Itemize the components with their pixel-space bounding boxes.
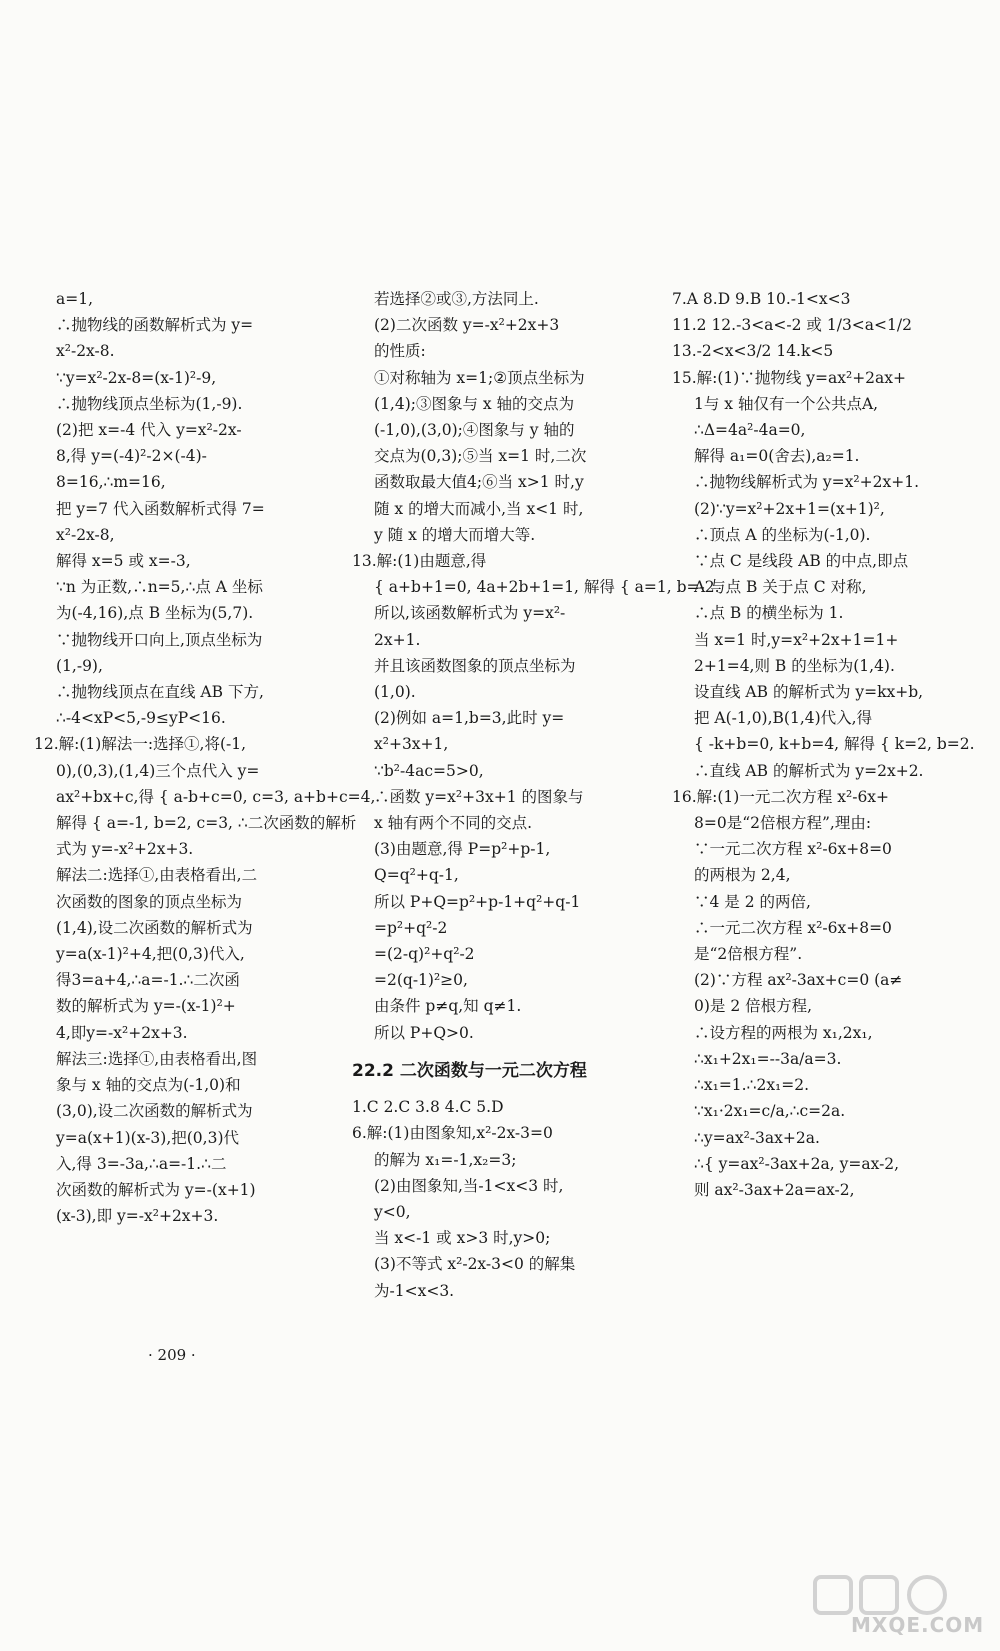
text-line: =(2-q)²+q²-2 <box>374 945 475 964</box>
text-line: ∴x₁+2x₁=--3a/a=3. <box>694 1049 842 1068</box>
text-line: ∵4 是 2 的两倍, <box>694 892 811 911</box>
text-line: x²+3x+1, <box>374 735 449 754</box>
text-line: 解得 { a=-1, b=2, c=3, ∴二次函数的解析 <box>56 814 357 833</box>
text-line: 是“2倍根方程”. <box>694 945 803 964</box>
text-line: 得3=a+4,∴a=-1.∴二次函 <box>56 971 240 990</box>
text-line: ax²+bx+c,得 { a-b+c=0, c=3, a+b+c=4, <box>56 787 376 806</box>
text-line: ∴直线 AB 的解析式为 y=2x+2. <box>694 761 924 780</box>
text-line: 象与 x 轴的交点为(-1,0)和 <box>56 1076 241 1095</box>
text-line: x²-2x-8, <box>56 525 115 544</box>
text-line: 0)是 2 倍根方程, <box>694 997 813 1016</box>
text-line: ∴点 B 的横坐标为 1. <box>694 604 844 623</box>
watermark <box>811 1573 985 1637</box>
text-line: 的两根为 2,4, <box>694 866 791 885</box>
text-line: ∴函数 y=x²+3x+1 的图象与 <box>374 787 584 806</box>
page-number: · 209 · <box>148 1346 196 1364</box>
text-line: 所以,该函数解析式为 y=x²- <box>374 604 566 623</box>
text-line: 的解为 x₁=-1,x₂=3; <box>374 1150 517 1169</box>
text-line: 8=16,∴m=16, <box>56 473 166 492</box>
text-line: 7.A 8.D 9.B 10.-1<x<3 <box>672 290 851 308</box>
text-line: ∴Δ=4a²-4a=0, <box>694 421 806 440</box>
text-line: ∴x₁=1.∴2x₁=2. <box>694 1076 810 1095</box>
text-line: 16.解:(1)一元二次方程 x²-6x+ <box>672 787 890 806</box>
text-line: 8=0是“2倍根方程”,理由: <box>694 814 872 833</box>
text-line: (3,0),设二次函数的解析式为 <box>56 1102 253 1121</box>
text-line: 为(-4,16),点 B 坐标为(5,7). <box>56 604 254 623</box>
text-line: =2(q-1)²≥0, <box>374 971 468 990</box>
text-line: (2)由图象知,当-1<x<3 时, <box>374 1176 564 1195</box>
text-line: 把 A(-1,0),B(1,4)代入,得 <box>694 709 873 728</box>
text-line: x 轴有两个不同的交点. <box>374 814 533 833</box>
text-line: (2)把 x=-4 代入 y=x²-2x- <box>56 421 242 440</box>
text-line: 函数取最大值4;⑥当 x>1 时,y <box>374 473 584 492</box>
text-line: 6.解:(1)由图象知,x²-2x-3=0 <box>352 1124 553 1143</box>
text-line: 2+1=4,则 B 的坐标为(1,4). <box>694 656 895 675</box>
text-line: 11.2 12.-3<a<-2 或 1/3<a<1/2 <box>672 316 912 335</box>
text-line: ∵y=x²-2x-8=(x-1)²-9, <box>56 368 217 387</box>
text-line: ∵n 为正数,∴n=5,∴点 A 坐标 <box>56 578 263 597</box>
text-line: ∴顶点 A 的坐标为(-1,0). <box>694 525 871 544</box>
text-line: ∵b²-4ac=5>0, <box>374 761 484 780</box>
text-line: 所以 P+Q=p²+p-1+q²+q-1 <box>374 892 581 911</box>
text-line: ∵抛物线开口向上,顶点坐标为 <box>56 630 263 649</box>
text-line: y<0, <box>374 1202 411 1221</box>
text-line: 交点为(0,3);⑤当 x=1 时,二次 <box>374 447 587 466</box>
text-line: ∵点 C 是线段 AB 的中点,即点 <box>694 552 909 571</box>
text-line: 0),(0,3),(1,4)三个点代入 y= <box>56 761 260 780</box>
text-line: 2x+1. <box>374 630 421 649</box>
text-line: 13.-2<x<3/2 14.k<5 <box>672 342 834 361</box>
text-line: ∴抛物线的函数解析式为 y= <box>56 316 254 335</box>
text-line: ∵一元二次方程 x²-6x+8=0 <box>694 840 892 859</box>
section-title: 22.2 二次函数与一元二次方程 <box>352 1060 587 1081</box>
text-line: 解法三:选择①,由表格看出,图 <box>56 1049 258 1068</box>
text-line: 12.解:(1)解法一:选择①,将(-1, <box>34 735 247 754</box>
text-line: ∵x₁·2x₁=c/a,∴c=2a. <box>694 1102 846 1121</box>
text-line: (2)∵方程 ax²-3ax+c=0 (a≠ <box>694 971 903 990</box>
text-line: 次函数的解析式为 y=-(x+1) <box>56 1180 256 1199</box>
text-line: (2)例如 a=1,b=3,此时 y= <box>374 709 565 728</box>
column-right <box>672 286 975 1203</box>
text-line: ∴抛物线顶点在直线 AB 下方, <box>56 683 264 702</box>
text-line: 为-1<x<3. <box>374 1281 455 1300</box>
text-line: ∴{ y=ax²-3ax+2a, y=ax-2, <box>694 1154 900 1173</box>
text-line: 解得 a₁=0(舍去),a₂=1. <box>694 447 860 466</box>
text-line: 由条件 p≠q,知 q≠1. <box>374 997 522 1016</box>
text-line: ∴-4<xP<5,-9≤yP<16. <box>56 709 226 728</box>
text-line: 设直线 AB 的解析式为 y=kx+b, <box>694 683 924 702</box>
text-line: A 与点 B 关于点 C 对称, <box>694 578 867 597</box>
text-line: (3)由题意,得 P=p²+p-1, <box>374 840 551 859</box>
text-line: 则 ax²-3ax+2a=ax-2, <box>694 1180 855 1199</box>
text-line: (1,0). <box>374 683 416 702</box>
text-line: Q=q²+q-1, <box>374 866 459 885</box>
watermark-text: MXQE.COM <box>851 1613 985 1637</box>
text-line: 并且该函数图象的顶点坐标为 <box>374 656 576 675</box>
text-line: 随 x 的增大而减小,当 x<1 时, <box>374 499 584 518</box>
text-line: ①对称轴为 x=1;②顶点坐标为 <box>374 368 585 387</box>
text-line: 把 y=7 代入函数解析式得 7= <box>56 499 265 518</box>
text-line: ∴y=ax²-3ax+2a. <box>694 1128 820 1147</box>
text-line: y=a(x+1)(x-3),把(0,3)代 <box>56 1128 240 1147</box>
text-line: y=a(x-1)²+4,把(0,3)代入, <box>56 945 245 964</box>
text-line: 1与 x 轴仅有一个公共点A, <box>694 394 879 413</box>
text-line: (1,-9), <box>56 656 103 675</box>
text-line: 的性质: <box>374 342 426 361</box>
column-left <box>34 286 376 1229</box>
text-line: ∴设方程的两根为 x₁,2x₁, <box>694 1023 873 1042</box>
text-line: =p²+q²-2 <box>374 918 448 937</box>
text-line: 若选择②或③,方法同上. <box>374 290 539 308</box>
text-line: (1,4),设二次函数的解析式为 <box>56 918 253 937</box>
text-line: ∴抛物线解析式为 y=x²+2x+1. <box>694 473 919 492</box>
text-line: 15.解:(1)∵抛物线 y=ax²+2ax+ <box>672 368 907 387</box>
text-line: { a+b+1=0, 4a+2b+1=1, 解得 { a=1, b=-2. <box>374 578 720 597</box>
text-line: 13.解:(1)由题意,得 <box>352 552 487 571</box>
text-line: 解法二:选择①,由表格看出,二 <box>56 866 258 885</box>
column-middle <box>352 286 720 1304</box>
text-line: 解得 x=5 或 x=-3, <box>56 552 191 571</box>
text-line: 数的解析式为 y=-(x-1)²+ <box>56 997 236 1016</box>
text-line: { -k+b=0, k+b=4, 解得 { k=2, b=2. <box>694 735 975 754</box>
text-line: 1.C 2.C 3.8 4.C 5.D <box>352 1098 504 1117</box>
text-line: 所以 P+Q>0. <box>374 1023 474 1042</box>
text-line: ∴抛物线顶点坐标为(1,-9). <box>56 394 243 413</box>
text-line: 入,得 3=-3a,∴a=-1.∴二 <box>56 1154 227 1173</box>
text-line: (2)∵y=x²+2x+1=(x+1)², <box>694 499 885 518</box>
text-line: (1,4);③图象与 x 轴的交点为 <box>374 394 575 413</box>
text-line: y 随 x 的增大而增大等. <box>374 525 536 544</box>
text-line: x²-2x-8. <box>56 342 115 361</box>
answer-watermark-icon <box>811 1573 976 1617</box>
text-line: 8,得 y=(-4)²-2×(-4)- <box>56 447 207 466</box>
text-line: 当 x<-1 或 x>3 时,y>0; <box>374 1229 551 1248</box>
text-line: (x-3),即 y=-x²+2x+3. <box>56 1207 219 1226</box>
text-line: (2)二次函数 y=-x²+2x+3 <box>374 316 560 335</box>
text-line: a=1, <box>56 290 94 308</box>
text-line: ∴一元二次方程 x²-6x+8=0 <box>694 918 892 937</box>
text-line: (-1,0),(3,0);④图象与 y 轴的 <box>374 421 575 440</box>
text-line: 4,即y=-x²+2x+3. <box>56 1023 188 1042</box>
text-line: 次函数的图象的顶点坐标为 <box>56 892 243 911</box>
text-line: 当 x=1 时,y=x²+2x+1=1+ <box>694 630 899 649</box>
text-line: (3)不等式 x²-2x-3<0 的解集 <box>374 1255 576 1274</box>
text-line: 式为 y=-x²+2x+3. <box>56 840 194 859</box>
